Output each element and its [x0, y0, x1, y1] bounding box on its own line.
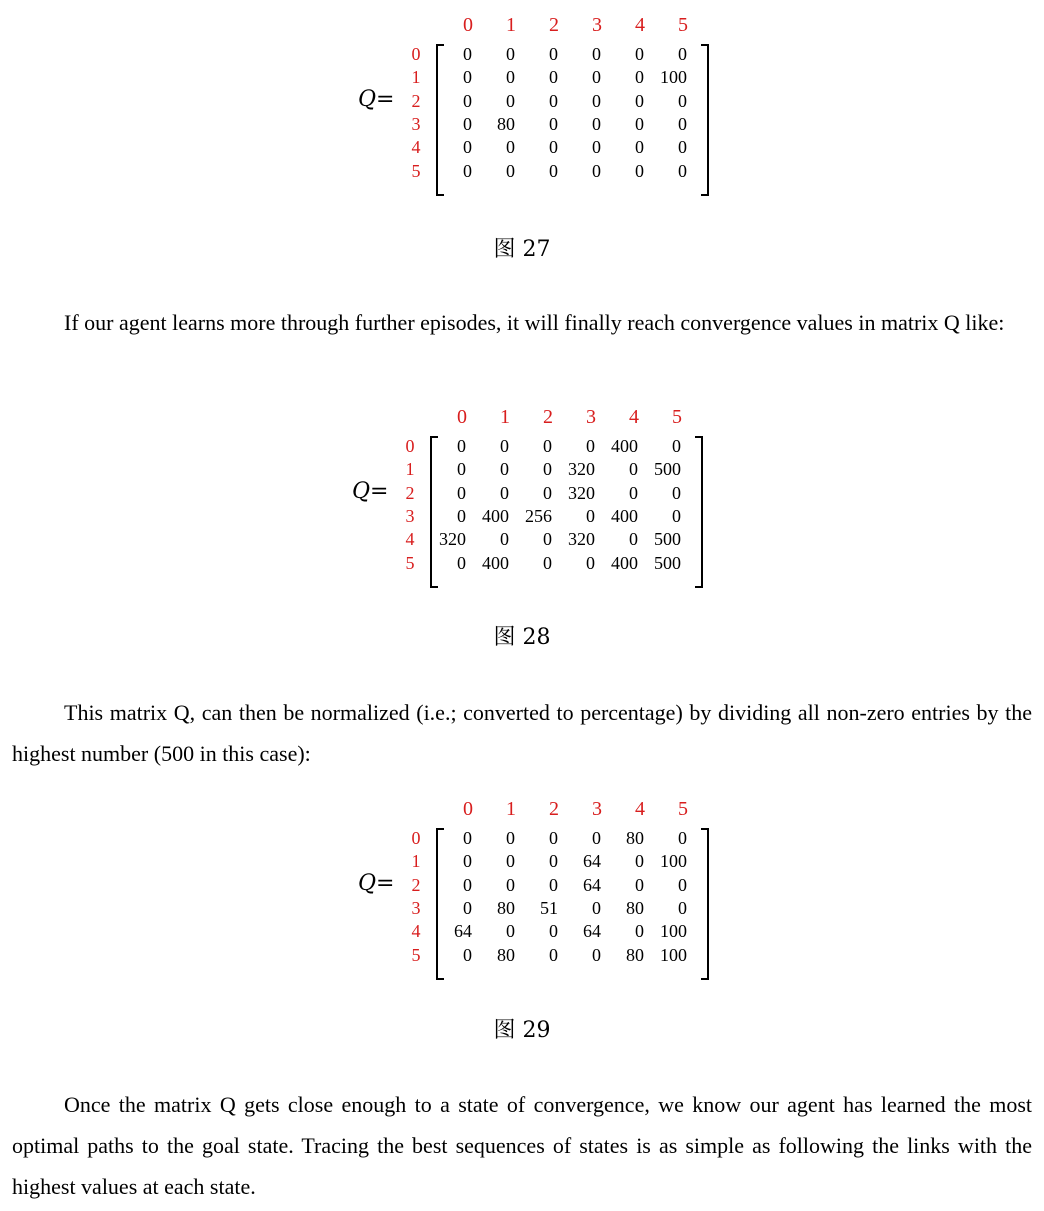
- matrix-cell: 0: [635, 874, 644, 895]
- matrix-cell: 256: [525, 505, 552, 526]
- matrix-cell: 0: [457, 505, 466, 526]
- figure-caption: 图 28: [493, 625, 551, 650]
- matrix-cell: 400: [482, 505, 509, 526]
- matrix-cell: 80: [497, 944, 515, 965]
- column-header: 5: [678, 798, 688, 820]
- matrix-cell: 80: [497, 897, 515, 918]
- row-header: 0: [411, 828, 421, 848]
- matrix-cell: 0: [543, 436, 552, 456]
- column-header: 1: [506, 798, 516, 820]
- matrix-cell: 0: [506, 137, 515, 158]
- matrix-cell: 320: [568, 459, 595, 480]
- matrix-cell: 0: [463, 874, 472, 895]
- paragraph: Once the matrix Q gets close enough to a state of convergence, we know our agent has learned the most optimal paths to the goal state. Tracing the best sequences of states is as simple as following the links with the highest values at each state.: [12, 1092, 1032, 1199]
- matrix-cell: 100: [660, 67, 687, 88]
- matrix-cell: 0: [506, 828, 515, 848]
- matrix-cell: 0: [549, 851, 558, 872]
- matrix-cell: 0: [500, 482, 509, 503]
- matrix-cell: 0: [506, 874, 515, 895]
- matrix-cell: 0: [463, 137, 472, 158]
- matrix-cell: 0: [457, 552, 466, 573]
- row-header: 2: [411, 90, 421, 111]
- q-matrix: [358, 14, 698, 194]
- matrix-cell: 80: [626, 897, 644, 918]
- matrix-cell: 0: [463, 160, 472, 181]
- matrix-cell: 0: [672, 505, 681, 526]
- column-header: 0: [463, 14, 473, 36]
- column-header: 2: [549, 798, 559, 820]
- matrix-cell: 0: [549, 90, 558, 111]
- matrix-cell: 400: [611, 436, 638, 456]
- matrix-cell: 0: [463, 851, 472, 872]
- matrix-cell: 0: [629, 529, 638, 550]
- matrix-cell: 0: [500, 459, 509, 480]
- matrix-cell: 0: [463, 113, 472, 134]
- matrix-cell: 0: [592, 90, 601, 111]
- matrix-cell: 0: [500, 529, 509, 550]
- matrix-cell: 64: [583, 921, 601, 942]
- matrix-cell: 80: [626, 944, 644, 965]
- row-header: 3: [411, 897, 421, 918]
- column-header: 5: [672, 406, 682, 428]
- matrix-cell: 0: [678, 113, 687, 134]
- matrix-cell: 0: [506, 921, 515, 942]
- matrix-cell: 0: [549, 828, 558, 848]
- row-header: 5: [411, 160, 421, 181]
- matrix-cell: 0: [463, 44, 472, 64]
- matrix-cell: 0: [549, 137, 558, 158]
- matrix-cell: 0: [592, 897, 601, 918]
- matrix-cell: 0: [549, 44, 558, 64]
- matrix-cell: 0: [592, 137, 601, 158]
- matrix-cell: 0: [543, 482, 552, 503]
- row-header: 1: [411, 67, 421, 88]
- paragraph: This matrix Q, can then be normalized (i.e.; converted to percentage) by dividing all non-zero entries by the highest number (500 in this case):: [12, 700, 1032, 766]
- matrix-cell: 80: [497, 113, 515, 134]
- matrix-cell: 0: [549, 113, 558, 134]
- matrix-cell: 0: [635, 67, 644, 88]
- matrix-cell: 0: [586, 552, 595, 573]
- matrix-cell: 0: [463, 944, 472, 965]
- matrix-cell: 0: [500, 436, 509, 456]
- row-header: 0: [411, 44, 421, 64]
- matrix-cell: 0: [629, 459, 638, 480]
- q-matrix: [352, 406, 698, 586]
- column-header: 3: [592, 14, 602, 36]
- matrix-cell: 64: [454, 921, 472, 942]
- matrix-cell: 320: [439, 529, 466, 550]
- column-header: 4: [629, 406, 639, 428]
- matrix-cell: 0: [678, 90, 687, 111]
- column-header: 0: [457, 406, 467, 428]
- matrix-cell: 0: [506, 44, 515, 64]
- matrix-cell: 320: [568, 529, 595, 550]
- matrix-cell: 0: [678, 897, 687, 918]
- q-matrix: [358, 798, 698, 978]
- matrix-label: Q=: [352, 479, 389, 505]
- matrix-cell: 80: [626, 828, 644, 848]
- matrix-cell: 0: [678, 828, 687, 848]
- matrix-cell: 100: [660, 851, 687, 872]
- matrix-cell: 0: [506, 90, 515, 111]
- matrix-cell: 0: [457, 459, 466, 480]
- matrix-cell: 0: [549, 67, 558, 88]
- matrix-cell: 0: [506, 851, 515, 872]
- figure-caption: 图 27: [493, 237, 551, 262]
- matrix-right-bracket: [695, 436, 703, 588]
- matrix-cell: 0: [635, 160, 644, 181]
- column-header: 2: [549, 14, 559, 36]
- matrix-cell: 500: [654, 459, 681, 480]
- column-header: 4: [635, 798, 645, 820]
- column-header: 3: [592, 798, 602, 820]
- matrix-cell: 64: [583, 851, 601, 872]
- figure-caption: 图 29: [493, 1018, 551, 1043]
- matrix-cell: 0: [592, 160, 601, 181]
- matrix-cell: 100: [660, 944, 687, 965]
- row-header: 3: [405, 505, 415, 526]
- matrix-cell: 0: [635, 44, 644, 64]
- matrix-cell: 0: [678, 137, 687, 158]
- matrix-cell: 0: [457, 482, 466, 503]
- matrix-cell: 0: [592, 44, 601, 64]
- matrix-cell: 0: [635, 113, 644, 134]
- row-header: 5: [405, 552, 415, 573]
- column-header: 1: [506, 14, 516, 36]
- matrix-cell: 0: [592, 944, 601, 965]
- row-header: 3: [411, 113, 421, 134]
- matrix-cell: 0: [549, 944, 558, 965]
- column-header: 2: [543, 406, 553, 428]
- matrix-cell: 0: [543, 529, 552, 550]
- column-header: 5: [678, 14, 688, 36]
- matrix-cell: 400: [611, 552, 638, 573]
- matrix-cell: 0: [549, 921, 558, 942]
- matrix-cell: 64: [583, 874, 601, 895]
- matrix-cell: 0: [463, 90, 472, 111]
- matrix-cell: 500: [654, 529, 681, 550]
- matrix-cell: 0: [592, 113, 601, 134]
- matrix-cell: 0: [543, 459, 552, 480]
- column-header: 3: [586, 406, 596, 428]
- matrix-cell: 0: [629, 482, 638, 503]
- matrix-cell: 0: [549, 874, 558, 895]
- matrix-cell: 0: [635, 851, 644, 872]
- matrix-cell: 0: [635, 137, 644, 158]
- row-header: 4: [405, 529, 415, 550]
- row-header: 2: [411, 874, 421, 895]
- matrix-cell: 0: [592, 828, 601, 848]
- matrix-cell: 0: [678, 160, 687, 181]
- matrix-cell: 0: [463, 67, 472, 88]
- matrix-cell: 0: [678, 874, 687, 895]
- matrix-cell: 400: [611, 505, 638, 526]
- matrix-cell: 0: [672, 436, 681, 456]
- row-header: 4: [411, 921, 421, 942]
- column-header: 4: [635, 14, 645, 36]
- matrix-right-bracket: [701, 44, 709, 196]
- row-header: 5: [411, 944, 421, 965]
- matrix-cell: 0: [678, 44, 687, 64]
- matrix-cell: 0: [672, 482, 681, 503]
- matrix-cell: 0: [463, 897, 472, 918]
- matrix-right-bracket: [701, 828, 709, 980]
- matrix-cell: 0: [506, 67, 515, 88]
- matrix-cell: 400: [482, 552, 509, 573]
- row-header: 0: [405, 436, 415, 456]
- matrix-label: Q=: [358, 87, 395, 113]
- row-header: 1: [405, 459, 415, 480]
- matrix-cell: 0: [543, 552, 552, 573]
- column-header: 1: [500, 406, 510, 428]
- matrix-cell: 0: [635, 921, 644, 942]
- matrix-cell: 500: [654, 552, 681, 573]
- row-header: 4: [411, 137, 421, 158]
- matrix-cell: 51: [540, 897, 558, 918]
- row-header: 1: [411, 851, 421, 872]
- column-header: 0: [463, 798, 473, 820]
- row-header: 2: [405, 482, 415, 503]
- matrix-cell: 0: [463, 828, 472, 848]
- matrix-cell: 0: [457, 436, 466, 456]
- matrix-cell: 320: [568, 482, 595, 503]
- matrix-cell: 0: [506, 160, 515, 181]
- matrix-cell: 0: [592, 67, 601, 88]
- matrix-label: Q=: [358, 871, 395, 897]
- matrix-cell: 0: [586, 505, 595, 526]
- matrix-cell: 0: [549, 160, 558, 181]
- matrix-cell: 0: [586, 436, 595, 456]
- matrix-cell: 100: [660, 921, 687, 942]
- paragraph: If our agent learns more through further episodes, it will finally reach convergence values in matrix Q like:: [64, 310, 1005, 335]
- matrix-cell: 0: [635, 90, 644, 111]
